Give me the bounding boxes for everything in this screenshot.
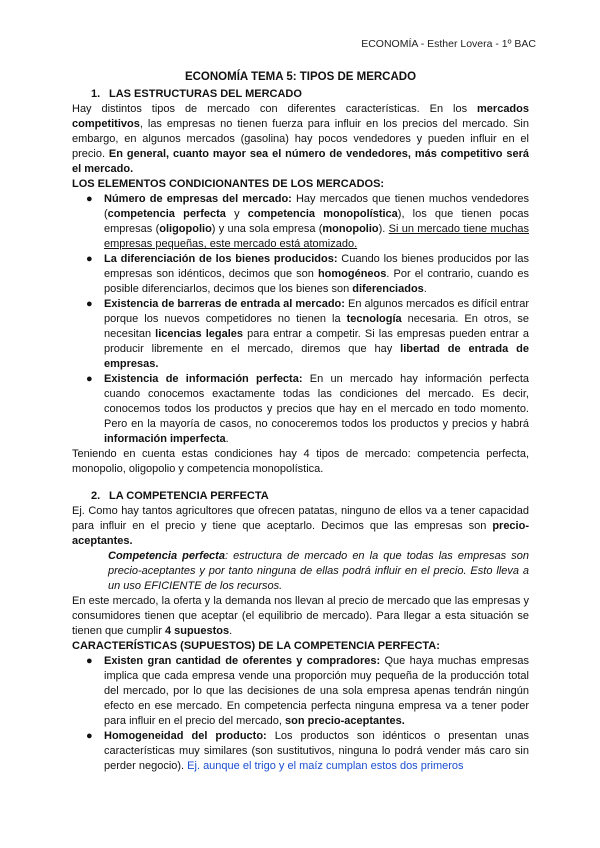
text-run: Que haya muchas empresas implica que cada empresa vende una proporción muy pequeña de la producción total del mercado, por lo que las decisiones de una sola empresa apenas tendrán ningún efecto en ese mercado. En competencia perfecta ninguna empresa va a tener poder para influir en el precio del mercado,	[104, 655, 530, 727]
text-run: ) y una sola empresa (	[211, 223, 323, 235]
bullet-icon: ●	[86, 298, 93, 310]
conditions-list	[72, 192, 529, 447]
example-text: Ej. aunque el trigo y el maíz cumplan estos dos primeros	[187, 760, 464, 772]
text-run: Hay mercados que tienen muchos vendedores (	[104, 193, 529, 220]
text-run: .	[229, 625, 233, 637]
paragraph	[72, 594, 529, 639]
bullet-icon: ●	[86, 655, 93, 667]
text-run: ).	[378, 223, 389, 235]
text-run: En este mercado, la oferta y la demanda nos llevan al precio de mercado que las empresas y consumidores tienen que aceptar (el equilibrio de mercado). Para llegar a esta situación se tienen que cumplir	[72, 595, 529, 637]
text-run: ), los que tienen pocas empresas (	[104, 208, 529, 235]
text-run: y	[225, 208, 248, 220]
bold-term: licencias legales	[155, 328, 244, 340]
bold-term: Competencia perfecta	[108, 550, 225, 562]
text-run: Hay distintos tipos de mercado con diferentes características. En los	[72, 103, 478, 115]
bold-term: La diferenciación de los bienes producidos:	[104, 253, 338, 265]
bold-term: Existen gran cantidad de oferentes y compradores:	[104, 655, 381, 667]
section-title: LA COMPETENCIA PERFECTA	[109, 490, 269, 502]
bold-term: competencia monopolística	[247, 208, 398, 220]
bold-term: Homogeneidad del producto:	[104, 730, 267, 742]
paragraph: Teniendo en cuenta estas condiciones hay 4 tipos de mercado: competencia perfecta, monopolio, oligopolio y competencia monopolística.	[72, 448, 529, 475]
list-item	[86, 654, 530, 729]
bold-term: información imperfecta	[104, 433, 226, 445]
text-run: En algunos mercados es difícil entrar porque los nuevos competidores no tienen la	[104, 298, 529, 325]
bold-term: monopolio	[322, 223, 379, 235]
bold-term: 4 supuestos	[164, 625, 230, 637]
bold-term: tecnología	[346, 313, 402, 325]
page-header: ECONOMÍA - Esther Lovera - 1º BAC	[361, 38, 536, 50]
list-item	[86, 192, 529, 252]
bold-term: diferenciados	[352, 283, 424, 295]
list-item	[86, 372, 529, 447]
text-run: .	[423, 283, 427, 295]
list-item	[86, 297, 529, 372]
bullet-icon: ●	[86, 373, 93, 385]
text-run: .	[225, 433, 229, 445]
section-heading	[72, 489, 529, 504]
text-run: Ej. Como hay tantos agricultores que ofrecen patatas, ninguno de ellos va a tener capacidad para influir en el precio y tiene que aceptarlo. Decimos que las empresas son	[72, 505, 529, 532]
bold-term: libertad de entrada de empresas.	[104, 343, 529, 370]
bold-term: Existencia de barreras de entrada al mercado:	[104, 298, 345, 310]
section-title: LAS ESTRUCTURAS DEL MERCADO	[109, 88, 302, 100]
paragraph	[72, 102, 529, 177]
bold-term: Número de empresas del mercado:	[104, 193, 292, 205]
bold-term: oligopolio	[159, 223, 212, 235]
underlined-text: Si un mercado tiene muchas empresas pequeñas, este mercado está atomizado.	[104, 223, 529, 250]
document-title: ECONOMÍA TEMA 5: TIPOS DE MERCADO	[184, 71, 417, 83]
text-run: necesaria. En otros, se necesitan	[104, 313, 529, 340]
text-run: : estructura de mercado en la que todas las empresas son precio-aceptantes y por tanto ninguna de ellas podrá influir en el precio. Esto lleva a un uso EFICIENTE de los recursos.	[108, 550, 529, 592]
list-item	[86, 729, 529, 774]
document-body	[72, 70, 529, 774]
section-number: 1.	[91, 88, 101, 100]
bold-term: mercados competitivos	[72, 103, 529, 130]
section-number: 2.	[91, 490, 101, 502]
bullet-icon: ●	[86, 253, 93, 265]
list-item	[86, 252, 530, 297]
bold-term: Existencia de información perfecta:	[104, 373, 303, 385]
text-run: Los productos son idénticos o presentan unas características muy similares (son sustitutivos, ninguna lo podrá vender más caro sin perder negocio).	[104, 730, 529, 772]
bold-term: competencia perfecta	[107, 208, 226, 220]
spacer	[72, 477, 529, 489]
bold-term: En general, cuanto mayor sea el número de vendedores, más competitivo será el mercado.	[72, 148, 529, 175]
text-run: Cuando los bienes producidos por las empresas son idénticos, decimos que son	[104, 253, 529, 280]
text-run: para entrar a competir. Si las empresas pueden entrar a producir libremente en el mercado, diremos que hay	[104, 328, 529, 355]
text-run: , las empresas no tienen fuerza para influir en los precios del mercado. Sin embargo, en algunos mercados (gasolina) hay pocos vendedores y pueden influir en el precio.	[72, 118, 529, 160]
subheading: CARACTERÍSTICAS (SUPUESTOS) DE LA COMPETENCIA PERFECTA:	[72, 640, 440, 652]
text-run: . Por el contrario, cuando es posible diferenciarlos, decimos que los bienes son	[104, 268, 530, 295]
bullet-icon: ●	[86, 193, 93, 205]
section-heading	[72, 87, 529, 102]
definition	[72, 549, 529, 594]
bold-term: precio-aceptantes.	[72, 520, 529, 547]
paragraph	[72, 504, 529, 549]
characteristics-list	[72, 654, 529, 774]
bullet-icon: ●	[86, 730, 93, 742]
text-run: En un mercado hay información perfecta cuando conocemos exactamente todas las condiciones del mercado. Es decir, conocemos todos los productos y precios que hay en el mercado en todo momento. Pero en la mayoría de casos, no conoceremos todos los productos y precios y habrá	[104, 373, 529, 430]
bold-term: homogéneos	[317, 268, 387, 280]
subheading: LOS ELEMENTOS CONDICIONANTES DE LOS MERCADOS:	[72, 178, 385, 190]
bold-term: son precio-aceptantes.	[284, 715, 405, 727]
